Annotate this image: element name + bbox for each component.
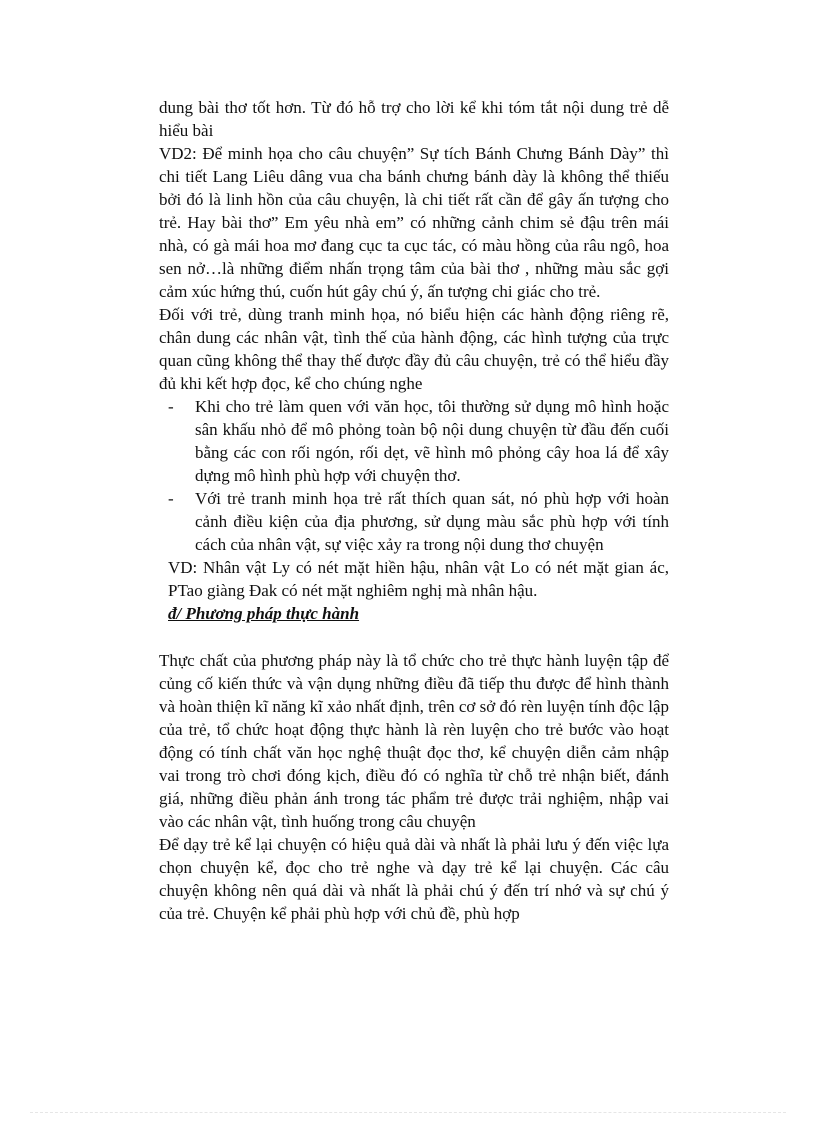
paragraph-example-vd2: VD2: Để minh họa cho câu chuyện” Sự tích Bánh Chưng Bánh Dày” thì chi tiết Lang Liêu dâng vua cha bánh chưng bánh dày là không thể thiếu bởi đó là linh hồn của câu chuyện, là chi tiết rất cần để gây ấn tượng cho trẻ. Hay bài thơ” Em yêu nhà em” có những cảnh chim sẻ đậu trên mái nhà, có gà mái hoa mơ đang cục ta cục tác, có màu hồng của râu ngô, hoa sen nở…là những điểm nhấn trọng tâm của bài thơ , những màu sắc gợi cảm xúc hứng thú, cuốn hút gây chú ý, ấn tượng chi giác cho trẻ. bbox=[159, 144, 669, 301]
list-item-text: Khi cho trẻ làm quen với văn học, tôi thường sử dụng mô hình hoặc sân khấu nhỏ để mô phỏng toàn bộ nội dung chuyện từ đầu đến cuối bằng các con rối ngón, rối dẹt, vẽ hình mô phỏng cây hoa lá để xây dựng mô hình phù hợp với chuyện thơ. bbox=[195, 397, 669, 485]
page-bottom-rule bbox=[30, 1112, 786, 1113]
list-item bbox=[159, 395, 669, 487]
bullet-dash: - bbox=[168, 489, 174, 508]
paragraph-practice-method: Thực chất của phương pháp này là tổ chức cho trẻ thực hành luyện tập để củng cố kiến thức và vận dụng những điều đã tiếp thu được để hình thành và hoàn thiện kĩ năng kĩ xảo nhất định, trên cơ sở đó rèn luyện tính độc lập của trẻ, tổ chức hoạt động thực hành là rèn luyện cho trẻ bước vào hoạt động có tính chất văn học nghệ thuật đọc thơ, kể chuyện diễn cảm nhập vai trong trò chơi đóng kịch, điều đó có nghĩa từ chỗ trẻ nhận biết, đánh giá, những điều phản ánh trong tác phẩm trẻ được trải nghiệm, nhập vai vào các nhân vật, tình huống trong câu chuyện bbox=[159, 651, 669, 831]
bullet-dash: - bbox=[168, 397, 174, 416]
paragraph-illustration: Đối với trẻ, dùng tranh minh họa, nó biểu hiện các hành động riêng rẽ, chân dung các nhân vật, tình thế của hành động, các hình tượng của trực quan cũng không thể thay thế được đầy đủ câu chuyện, trẻ có thể hiểu đầy đủ khi kết hợp đọc, kể cho chúng nghe bbox=[159, 305, 669, 393]
list-item-text: Với trẻ tranh minh họa trẻ rất thích quan sát, nó phù hợp với hoàn cảnh điều kiện của địa phương, sử dụng màu sắc phù hợp với tính cách của nhân vật, sự việc xảy ra trong nội dung thơ chuyện bbox=[195, 489, 669, 554]
section-heading: đ/ Phương pháp thực hành bbox=[168, 604, 360, 623]
paragraph-retelling: Để dạy trẻ kể lại chuyện có hiệu quả dài và nhất là phải lưu ý đến việc lựa chọn chuyện kể, đọc cho trẻ nghe và dạy trẻ kể lại chuyện. Các câu chuyện không nên quá dài và nhất là phải chú ý đến trí nhớ và sự chú ý của trẻ. Chuyện kể phải phù hợp với chủ đề, phù hợp bbox=[159, 835, 669, 923]
spacer bbox=[159, 625, 669, 649]
paragraph-example-vd: VD: Nhân vật Ly có nét mặt hiền hậu, nhân vật Lo có nét mặt gian ác, PTao giàng Đak có nét mặt nghiêm nghị mà nhân hậu. bbox=[168, 558, 669, 600]
list-item bbox=[159, 487, 669, 556]
document-page bbox=[159, 96, 669, 925]
bullet-list bbox=[159, 395, 669, 556]
paragraph-continuation: dung bài thơ tốt hơn. Từ đó hỗ trợ cho lời kể khi tóm tắt nội dung trẻ dễ hiểu bài bbox=[159, 98, 669, 140]
